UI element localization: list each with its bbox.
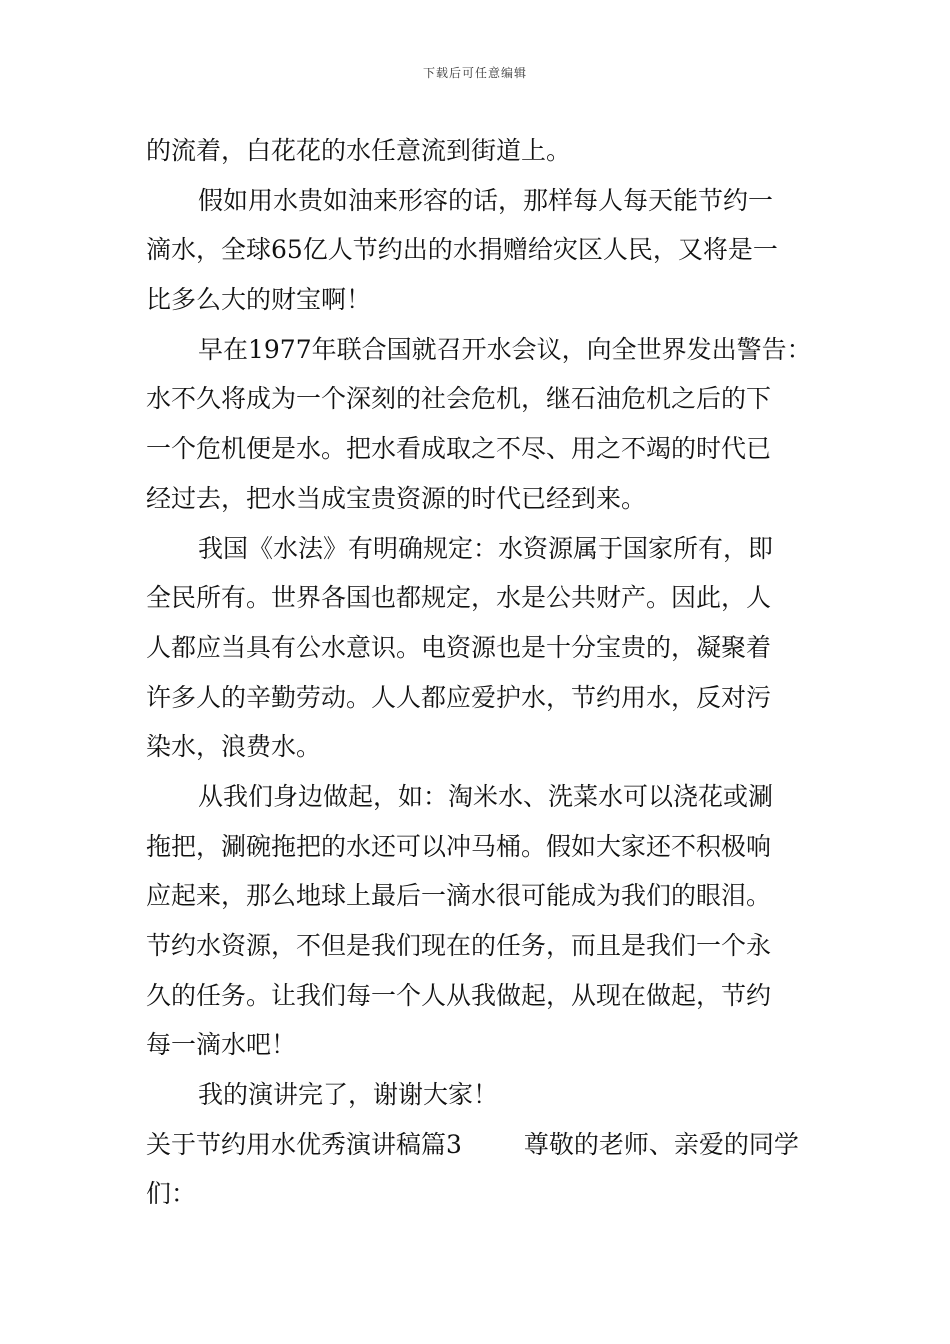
- text-line: 久的任务。让我们每一个人从我做起，从现在做起，节约: [146, 980, 772, 1010]
- text-line: 节约水资源，不但是我们现在的任务，而且是我们一个永: [146, 931, 772, 960]
- paragraph-start-line: 我国《水法》有明确规定：水资源属于国家所有，即: [198, 533, 774, 563]
- paragraph-start-line: 假如用水贵如油来形容的话，那样每人每天能节约一: [198, 185, 774, 215]
- section-title: 关于节约用水优秀演讲稿篇3: [146, 1129, 462, 1159]
- text-line: 应起来，那么地球上最后一滴水很可能成为我们的眼泪。: [146, 881, 772, 911]
- text-line: 们：: [146, 1179, 197, 1209]
- text-line: 比多么大的财宝啊！: [146, 285, 372, 315]
- text-line: 染水，浪费水。: [146, 732, 322, 762]
- text-line: 拖把，涮碗拖把的水还可以冲马桶。假如大家还不积极响: [146, 831, 772, 861]
- text-line: 人都应当具有公水意识。电资源也是十分宝贵的，凝聚着: [146, 632, 772, 662]
- text-line: 的流着，白花花的水任意流到街道上。: [146, 136, 572, 165]
- section-heading-line: [146, 1120, 816, 1170]
- text-line: 水不久将成为一个深刻的社会危机，继石油危机之后的下: [146, 384, 772, 414]
- header-note: 下载后可任意编辑: [422, 66, 527, 80]
- paragraph-start-line: 从我们身边做起，如：淘米水、洗菜水可以浇花或涮: [198, 781, 774, 811]
- document-body: [146, 126, 816, 1219]
- text-line: 一个危机便是水。把水看成取之不尽、用之不竭的时代已: [146, 434, 772, 464]
- text-line: 滴水，全球65亿人节约出的水捐赠给灾区人民，又将是一: [146, 235, 778, 265]
- closing-line: 我的演讲完了，谢谢大家！: [198, 1080, 499, 1110]
- text-line: 许多人的辛勤劳动。人人都应爱护水，节约用水，反对污: [146, 682, 772, 712]
- text-line: 每一滴水吧！: [146, 1030, 297, 1060]
- paragraph-start-line: 早在1977年联合国就召开水会议，向全世界发出警告：: [198, 334, 812, 364]
- text-line: 经过去，把水当成宝贵资源的时代已经到来。: [146, 483, 647, 513]
- text-line: 全民所有。世界各国也都规定，水是公共财产。因此，人: [146, 583, 772, 613]
- section-greeting: 尊敬的老师、亲爱的同学: [523, 1129, 799, 1159]
